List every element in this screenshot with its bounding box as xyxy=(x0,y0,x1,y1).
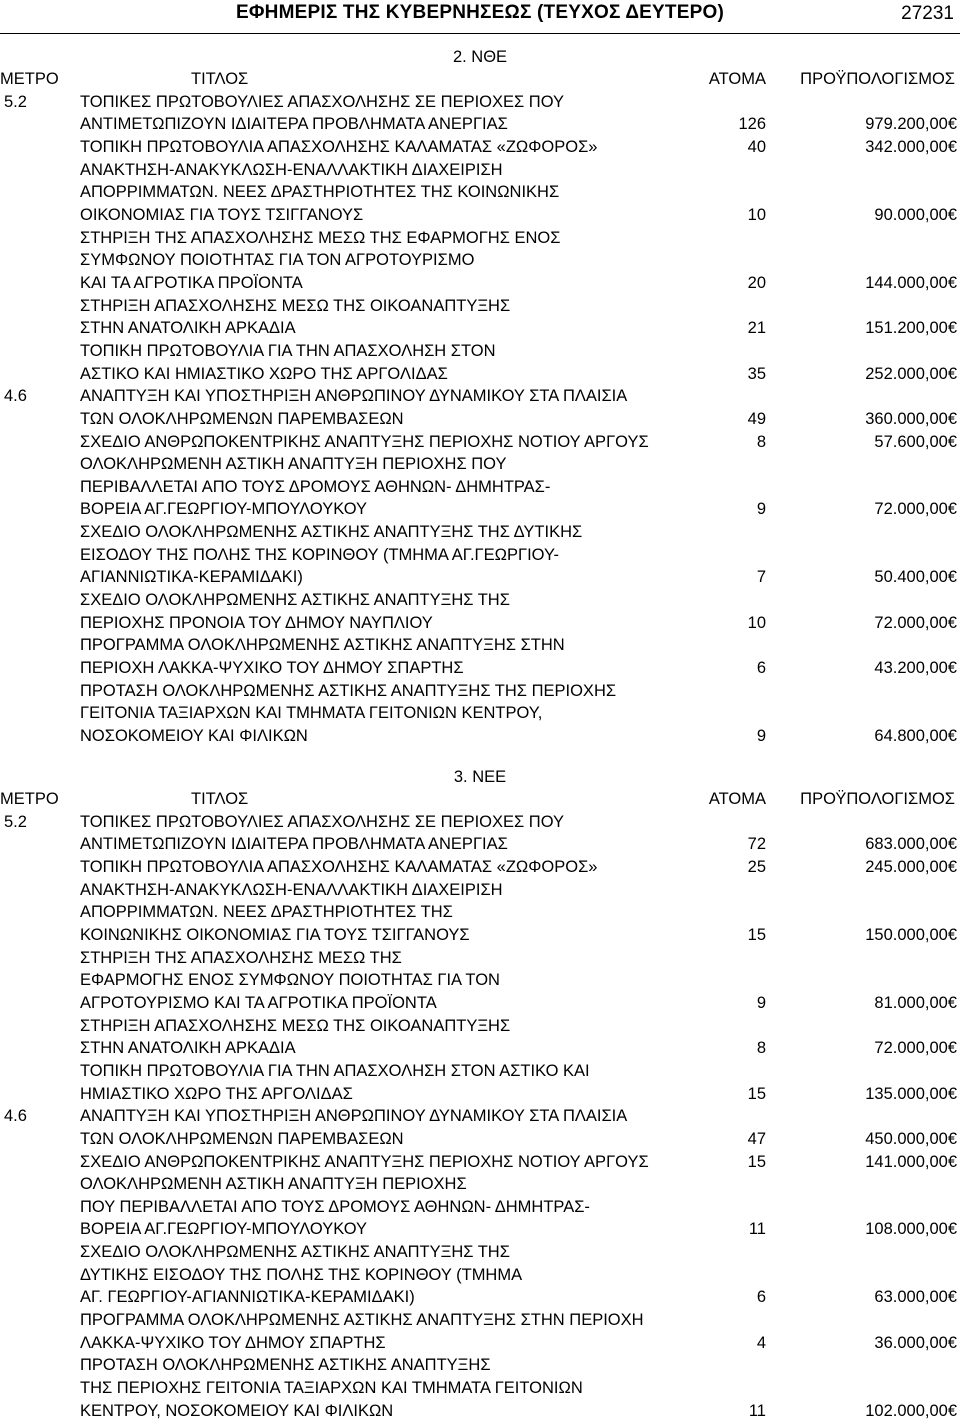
table-row xyxy=(0,702,960,725)
table-row xyxy=(0,408,960,431)
project-title: ΤΩΝ ΟΛΟΚΛΗΡΩΜΕΝΩΝ ΠΑΡΕΜΒΑΣΕΩΝ xyxy=(80,1129,404,1148)
budget-amount: 72.000,00€ xyxy=(874,1039,957,1058)
table-row xyxy=(0,833,960,856)
table-row xyxy=(0,657,960,680)
project-title: ΑΓ. ΓΕΩΡΓΙΟΥ-ΑΓΙΑΝΝΙΩΤΙΚΑ-ΚΕΡΑΜΙΔΑΚΙ) xyxy=(80,1288,415,1307)
budget-amount: 151.200,00€ xyxy=(865,319,957,338)
people-count: 9 xyxy=(756,500,766,519)
project-title: ΑΠΟΡΡΙΜΜΑΤΩΝ. ΝΕΕΣ ΔΡΑΣΤΗΡΙΟΤΗΤΕΣ ΤΗΣ ΚΟΙΝΩΝΙΚΗΣ xyxy=(80,183,560,202)
table-row xyxy=(0,1264,960,1287)
column-header-people: ΑΤΟΜΑ xyxy=(708,70,766,88)
table-row xyxy=(0,1377,960,1400)
project-title: ΑΝΑΚΤΗΣΗ-ΑΝΑΚΥΚΛΩΣΗ-ΕΝΑΛΛΑΚΤΙΚΗ ΔΙΑΧΕΙΡΙΣΗ xyxy=(80,160,503,179)
table-row xyxy=(0,181,960,204)
table-row xyxy=(0,340,960,363)
project-title: ΤΟΠΙΚΕΣ ΠΡΩΤΟΒΟΥΛΙΕΣ ΑΠΑΣΧΟΛΗΣΗΣ ΣΕ ΠΕΡΙΟΧΕΣ ΠΟΥ xyxy=(80,812,565,831)
people-count: 9 xyxy=(756,727,766,746)
people-count: 15 xyxy=(747,1084,766,1103)
budget-amount: 683.000,00€ xyxy=(865,835,957,854)
column-header-budget: ΠΡΟΫΠΟΛΟΓΙΣΜΟΣ xyxy=(800,790,955,808)
people-count: 11 xyxy=(748,1401,766,1420)
project-title: ΛΑΚΚΑ-ΨΥΧΙΚΟ ΤΟΥ ΔΗΜΟΥ ΣΠΑΡΤΗΣ xyxy=(80,1333,386,1352)
project-title: ΤΟΠΙΚΗ ΠΡΩΤΟΒΟΥΛΙΑ ΑΠΑΣΧΟΛΗΣΗΣ ΚΑΛΑΜΑΤΑΣ «ΖΩΦΟΡΟΣ» xyxy=(80,857,598,876)
column-header-title: ΤΙΤΛΟΣ xyxy=(191,70,249,88)
project-title: ΠΕΡΙΟΧΗΣ ΠΡΟΝΟΙΑ ΤΟΥ ΔΗΜΟΥ ΝΑΥΠΛΙΟΥ xyxy=(80,613,433,632)
column-header-people: ΑΤΟΜΑ xyxy=(708,790,766,808)
table-row xyxy=(0,385,960,408)
budget-amount: 90.000,00€ xyxy=(874,205,957,224)
project-title: ΕΦΑΡΜΟΓΗΣ ΕΝΟΣ ΣΥΜΦΩΝΟΥ ΠΟΙΟΤΗΤΑΣ ΓΙΑ ΤΟΝ xyxy=(80,971,500,990)
budget-amount: 63.000,00€ xyxy=(874,1288,957,1307)
project-title: ΤΟΠΙΚΗ ΠΡΩΤΟΒΟΥΛΙΑ ΓΙΑ ΤΗΝ ΑΠΑΣΧΟΛΗΣΗ ΣΤΟΝ ΑΣΤΙΚΟ ΚΑΙ xyxy=(80,1061,590,1080)
project-title: ΠΡΟΤΑΣΗ ΟΛΟΚΛΗΡΩΜΕΝΗΣ ΑΣΤΙΚΗΣ ΑΝΑΠΤΥΞΗΣ xyxy=(80,1356,491,1375)
table-row xyxy=(0,634,960,657)
project-title: ΝΟΣΟΚΟΜΕΙΟΥ ΚΑΙ ΦΙΛΙΚΩΝ xyxy=(80,727,308,746)
gazette-title: ΕΦΗΜΕΡΙΣ ΤΗΣ ΚΥΒΕΡΝΗΣΕΩΣ (ΤΕΥΧΟΣ ΔΕΥΤΕΡΟ) xyxy=(236,2,724,23)
budget-amount: 150.000,00€ xyxy=(865,925,957,944)
section-title: 3. ΝΕΕ xyxy=(453,768,507,786)
project-title: ΤΟΠΙΚΗ ΠΡΩΤΟΒΟΥΛΙΑ ΑΠΑΣΧΟΛΗΣΗΣ ΚΑΛΑΜΑΤΑΣ «ΖΩΦΟΡΟΣ» xyxy=(80,137,598,156)
table-header-row xyxy=(0,788,960,811)
people-count: 21 xyxy=(747,319,766,338)
people-count: 8 xyxy=(756,432,766,451)
table-row xyxy=(0,1105,960,1128)
table-row xyxy=(0,113,960,136)
project-title: ΚΕΝΤΡΟΥ, ΝΟΣΟΚΟΜΕΙΟΥ ΚΑΙ ΦΙΛΙΚΩΝ xyxy=(80,1401,394,1420)
project-title: ΤΩΝ ΟΛΟΚΛΗΡΩΜΕΝΩΝ ΠΑΡΕΜΒΑΣΕΩΝ xyxy=(80,409,404,428)
people-count: 7 xyxy=(756,568,766,587)
table-row xyxy=(0,1196,960,1219)
table-row xyxy=(0,476,960,499)
budget-amount: 252.000,00€ xyxy=(865,364,957,383)
project-title: ΟΛΟΚΛΗΡΩΜΕΝΗ ΑΣΤΙΚΗ ΑΝΑΠΤΥΞΗ ΠΕΡΙΟΧΗΣ xyxy=(80,1175,467,1194)
table-row xyxy=(0,969,960,992)
project-title: ΚΟΙΝΩΝΙΚΗΣ ΟΙΚΟΝΟΜΙΑΣ ΓΙΑ ΤΟΥΣ ΤΣΙΓΓΑΝΟΥΣ xyxy=(80,925,470,944)
project-title: ΒΟΡΕΙΑ ΑΓ.ΓΕΩΡΓΙΟΥ-ΜΠΟΥΛΟΥΚΟΥ xyxy=(80,1220,368,1239)
people-count: 47 xyxy=(747,1129,766,1148)
table-row xyxy=(0,1015,960,1038)
project-title: ΠΡΟΓΡΑΜΜΑ ΟΛΟΚΛΗΡΩΜΕΝΗΣ ΑΣΤΙΚΗΣ ΑΝΑΠΤΥΞΗΣ ΣΤΗΝ ΠΕΡΙΟΧΗ xyxy=(80,1311,644,1330)
people-count: 25 xyxy=(747,857,766,876)
budget-amount: 360.000,00€ xyxy=(865,409,957,428)
project-title: ΚΑΙ ΤΑ ΑΓΡΟΤΙΚΑ ΠΡΟΪΟΝΤΑ xyxy=(80,273,303,292)
project-title: ΠΡΟΓΡΑΜΜΑ ΟΛΟΚΛΗΡΩΜΕΝΗΣ ΑΣΤΙΚΗΣ ΑΝΑΠΤΥΞΗΣ ΣΤΗΝ xyxy=(80,636,565,655)
table-row xyxy=(0,680,960,703)
table-row xyxy=(0,992,960,1015)
people-count: 35 xyxy=(747,364,766,383)
people-count: 11 xyxy=(748,1220,766,1239)
project-title: ΗΜΙΑΣΤΙΚΟ ΧΩΡΟ ΤΗΣ ΑΡΓΟΛΙΔΑΣ xyxy=(80,1084,353,1103)
project-title: ΑΝΤΙΜΕΤΩΠΙΖΟΥΝ ΙΔΙΑΙΤΕΡΑ ΠΡΟΒΛΗΜΑΤΑ ΑΝΕΡΓΙΑΣ xyxy=(80,115,508,134)
project-title: ΣΧΕΔΙΟ ΟΛΟΚΛΗΡΩΜΕΝΗΣ ΑΣΤΙΚΗΣ ΑΝΑΠΤΥΞΗΣ ΤΗΣ xyxy=(80,591,510,610)
people-count: 20 xyxy=(747,273,766,292)
project-title: ΑΓΡΟΤΟΥΡΙΣΜΟ ΚΑΙ ΤΑ ΑΓΡΟΤΙΚΑ ΠΡΟΪΟΝΤΑ xyxy=(80,993,437,1012)
project-title: ΑΝΑΠΤΥΞΗ ΚΑΙ ΥΠΟΣΤΗΡΙΞΗ ΑΝΘΡΩΠΙΝΟΥ ΔΥΝΑΜΙΚΟΥ ΣΤΑ ΠΛΑΙΣΙΑ xyxy=(80,387,628,406)
column-header-title: ΤΙΤΛΟΣ xyxy=(191,790,249,808)
project-title: ΤΟΠΙΚΗ ΠΡΩΤΟΒΟΥΛΙΑ ΓΙΑ ΤΗΝ ΑΠΑΣΧΟΛΗΣΗ ΣΤΟΝ xyxy=(80,341,496,360)
column-header-measure: ΜΕΤΡΟ xyxy=(0,70,59,88)
people-count: 6 xyxy=(756,1288,766,1307)
table-row xyxy=(0,227,960,250)
budget-amount: 135.000,00€ xyxy=(865,1084,957,1103)
table-row xyxy=(0,1354,960,1377)
people-count: 8 xyxy=(756,1039,766,1058)
project-title: ΣΧΕΔΙΟ ΟΛΟΚΛΗΡΩΜΕΝΗΣ ΑΣΤΙΚΗΣ ΑΝΑΠΤΥΞΗΣ ΤΗΣ ΔΥΤΙΚΗΣ xyxy=(80,523,583,542)
table-row xyxy=(0,498,960,521)
people-count: 49 xyxy=(747,409,766,428)
table-row xyxy=(0,453,960,476)
project-title: ΣΤΗΡΙΞΗ ΤΗΣ ΑΠΑΣΧΟΛΗΣΗΣ ΜΕΣΩ ΤΗΣ ΕΦΑΡΜΟΓΗΣ ΕΝΟΣ xyxy=(80,228,561,247)
project-title: ΤΗΣ ΠΕΡΙΟΧΗΣ ΓΕΙΤΟΝΙΑ ΤΑΞΙΑΡΧΩΝ ΚΑΙ ΤΜΗΜΑΤΑ ΓΕΙΤΟΝΙΩΝ xyxy=(80,1379,583,1398)
project-title: ΓΕΙΤΟΝΙΑ ΤΑΞΙΑΡΧΩΝ ΚΑΙ ΤΜΗΜΑΤΑ ΓΕΙΤΟΝΙΩΝ ΚΕΝΤΡΟΥ, xyxy=(80,704,543,723)
section-title: 2. ΝΘΕ xyxy=(452,48,508,66)
project-title: ΣΤΗΡΙΞΗ ΑΠΑΣΧΟΛΗΣΗΣ ΜΕΣΩ ΤΗΣ ΟΙΚΟΑΝΑΠΤΥΞΗΣ xyxy=(80,1016,511,1035)
project-title: ΣΧΕΔΙΟ ΑΝΘΡΩΠΟΚΕΝΤΡΙΚΗΣ ΑΝΑΠΤΥΞΗΣ ΠΕΡΙΟΧΗΣ ΝΟΤΙΟΥ ΑΡΓΟΥΣ xyxy=(80,432,649,451)
project-title: ΑΝΑΠΤΥΞΗ ΚΑΙ ΥΠΟΣΤΗΡΙΞΗ ΑΝΘΡΩΠΙΝΟΥ ΔΥΝΑΜΙΚΟΥ ΣΤΑ ΠΛΑΙΣΙΑ xyxy=(80,1107,628,1126)
project-title: ΑΝΑΚΤΗΣΗ-ΑΝΑΚΥΚΛΩΣΗ-ΕΝΑΛΛΑΚΤΙΚΗ ΔΙΑΧΕΙΡΙΣΗ xyxy=(80,880,503,899)
table-row xyxy=(0,363,960,386)
table-row xyxy=(0,159,960,182)
table-row xyxy=(0,924,960,947)
table-row xyxy=(0,295,960,318)
table-row xyxy=(0,1309,960,1332)
table-row xyxy=(0,1218,960,1241)
budget-amount: 50.400,00€ xyxy=(874,568,957,587)
project-title: ΠΕΡΙΒΑΛΛΕΤΑΙ ΑΠΟ ΤΟΥΣ ΔΡΟΜΟΥΣ ΑΘΗΝΩΝ- ΔΗΜΗΤΡΑΣ- xyxy=(80,477,551,496)
budget-amount: 450.000,00€ xyxy=(865,1129,957,1148)
project-title: ΟΛΟΚΛΗΡΩΜΕΝΗ ΑΣΤΙΚΗ ΑΝΑΠΤΥΞΗ ΠΕΡΙΟΧΗΣ ΠΟΥ xyxy=(80,455,507,474)
project-title: ΟΙΚΟΝΟΜΙΑΣ ΓΙΑ ΤΟΥΣ ΤΣΙΓΓΑΝΟΥΣ xyxy=(80,205,364,224)
project-title: ΠΟΥ ΠΕΡΙΒΑΛΛΕΤΑΙ ΑΠΟ ΤΟΥΣ ΔΡΟΜΟΥΣ ΑΘΗΝΩΝ- ΔΗΜΗΤΡΑΣ- xyxy=(80,1197,590,1216)
people-count: 10 xyxy=(747,205,766,224)
budget-amount: 72.000,00€ xyxy=(874,500,957,519)
table-row xyxy=(0,1400,960,1423)
table-row xyxy=(0,91,960,114)
project-title: ΔΥΤΙΚΗΣ ΕΙΣΟΔΟΥ ΤΗΣ ΠΟΛΗΣ ΤΗΣ ΚΟΡΙΝΘΟΥ (ΤΜΗΜΑ xyxy=(80,1265,523,1284)
section-nthe xyxy=(0,46,960,748)
project-title: ΠΕΡΙΟΧΗ ΛΑΚΚΑ-ΨΥΧΙΚΟ ΤΟΥ ΔΗΜΟΥ ΣΠΑΡΤΗΣ xyxy=(80,659,464,678)
table-row xyxy=(0,1083,960,1106)
project-title: ΑΝΤΙΜΕΤΩΠΙΖΟΥΝ ΙΔΙΑΙΤΕΡΑ ΠΡΟΒΛΗΜΑΤΑ ΑΝΕΡΓΙΑΣ xyxy=(80,835,508,854)
table-row xyxy=(0,856,960,879)
people-count: 40 xyxy=(747,137,766,156)
budget-amount: 43.200,00€ xyxy=(874,659,957,678)
measure-code: 4.6 xyxy=(4,1107,27,1126)
table-row xyxy=(0,901,960,924)
table-row xyxy=(0,1332,960,1355)
table-row xyxy=(0,947,960,970)
people-count: 15 xyxy=(747,1152,766,1171)
table-row xyxy=(0,317,960,340)
budget-amount: 141.000,00€ xyxy=(865,1152,957,1171)
table-row xyxy=(0,566,960,589)
table-row xyxy=(0,521,960,544)
table-row xyxy=(0,811,960,834)
project-title: ΣΤΗΝ ΑΝΑΤΟΛΙΚΗ ΑΡΚΑΔΙΑ xyxy=(80,319,296,338)
table-row xyxy=(0,589,960,612)
budget-amount: 81.000,00€ xyxy=(874,993,957,1012)
project-title: ΣΤΗΡΙΞΗ ΤΗΣ ΑΠΑΣΧΟΛΗΣΗΣ ΜΕΣΩ ΤΗΣ xyxy=(80,948,402,967)
budget-amount: 57.600,00€ xyxy=(874,432,957,451)
budget-amount: 342.000,00€ xyxy=(865,137,957,156)
table-row xyxy=(0,1173,960,1196)
table-row xyxy=(0,612,960,635)
table-row xyxy=(0,136,960,159)
measure-code: 5.2 xyxy=(4,92,27,111)
table-row xyxy=(0,879,960,902)
project-title: ΑΓΙΑΝΝΙΩΤΙΚΑ-ΚΕΡΑΜΙΔΑΚΙ) xyxy=(80,568,303,587)
project-title: ΣΥΜΦΩΝΟΥ ΠΟΙΟΤΗΤΑΣ ΓΙΑ ΤΟΝ ΑΓΡΟΤΟΥΡΙΣΜΟ xyxy=(80,251,475,270)
budget-amount: 245.000,00€ xyxy=(865,857,957,876)
people-count: 15 xyxy=(747,925,766,944)
budget-amount: 144.000,00€ xyxy=(865,273,957,292)
project-title: ΕΙΣΟΔΟΥ ΤΗΣ ΠΟΛΗΣ ΤΗΣ ΚΟΡΙΝΘΟΥ (ΤΜΗΜΑ ΑΓ.ΓΕΩΡΓΙΟΥ- xyxy=(80,545,559,564)
header-divider xyxy=(0,33,960,34)
table-row xyxy=(0,431,960,454)
measure-code: 4.6 xyxy=(4,387,27,406)
project-title: ΠΡΟΤΑΣΗ ΟΛΟΚΛΗΡΩΜΕΝΗΣ ΑΣΤΙΚΗΣ ΑΝΑΠΤΥΞΗΣ ΤΗΣ ΠΕΡΙΟΧΗΣ xyxy=(80,681,617,700)
table-row xyxy=(0,204,960,227)
people-count: 6 xyxy=(756,659,766,678)
page-number: 27231 xyxy=(901,3,954,24)
table-row xyxy=(0,1060,960,1083)
people-count: 9 xyxy=(756,993,766,1012)
people-count: 4 xyxy=(756,1333,766,1352)
budget-amount: 102.000,00€ xyxy=(865,1401,957,1420)
table-row xyxy=(0,1241,960,1264)
table-row xyxy=(0,1151,960,1174)
people-count: 10 xyxy=(747,613,766,632)
table-row xyxy=(0,544,960,567)
table-row xyxy=(0,1037,960,1060)
project-title: ΒΟΡΕΙΑ ΑΓ.ΓΕΩΡΓΙΟΥ-ΜΠΟΥΛΟΥΚΟΥ xyxy=(80,500,368,519)
people-count: 126 xyxy=(738,115,766,134)
project-title: ΤΟΠΙΚΕΣ ΠΡΩΤΟΒΟΥΛΙΕΣ ΑΠΑΣΧΟΛΗΣΗΣ ΣΕ ΠΕΡΙΟΧΕΣ ΠΟΥ xyxy=(80,92,565,111)
table-row xyxy=(0,1286,960,1309)
column-header-measure: ΜΕΤΡΟ xyxy=(0,790,59,808)
page-header xyxy=(0,0,960,34)
section-nee xyxy=(0,766,960,1422)
budget-amount: 36.000,00€ xyxy=(874,1333,957,1352)
budget-amount: 72.000,00€ xyxy=(874,613,957,632)
table-row xyxy=(0,249,960,272)
table-row xyxy=(0,1128,960,1151)
budget-amount: 64.800,00€ xyxy=(874,727,957,746)
table-header-row xyxy=(0,68,960,91)
project-title: ΣΧΕΔΙΟ ΟΛΟΚΛΗΡΩΜΕΝΗΣ ΑΣΤΙΚΗΣ ΑΝΑΠΤΥΞΗΣ ΤΗΣ xyxy=(80,1243,510,1262)
project-title: ΣΤΗΝ ΑΝΑΤΟΛΙΚΗ ΑΡΚΑΔΙΑ xyxy=(80,1039,296,1058)
table-row xyxy=(0,725,960,748)
project-title: ΣΧΕΔΙΟ ΑΝΘΡΩΠΟΚΕΝΤΡΙΚΗΣ ΑΝΑΠΤΥΞΗΣ ΠΕΡΙΟΧΗΣ ΝΟΤΙΟΥ ΑΡΓΟΥΣ xyxy=(80,1152,649,1171)
project-title: ΑΠΟΡΡΙΜΜΑΤΩΝ. ΝΕΕΣ ΔΡΑΣΤΗΡΙΟΤΗΤΕΣ ΤΗΣ xyxy=(80,903,453,922)
budget-amount: 979.200,00€ xyxy=(865,115,957,134)
project-title: ΣΤΗΡΙΞΗ ΑΠΑΣΧΟΛΗΣΗΣ ΜΕΣΩ ΤΗΣ ΟΙΚΟΑΝΑΠΤΥΞΗΣ xyxy=(80,296,511,315)
budget-amount: 108.000,00€ xyxy=(865,1220,957,1239)
measure-code: 5.2 xyxy=(4,812,27,831)
project-title: ΑΣΤΙΚΟ ΚΑΙ ΗΜΙΑΣΤΙΚΟ ΧΩΡΟ ΤΗΣ ΑΡΓΟΛΙΔΑΣ xyxy=(80,364,448,383)
people-count: 72 xyxy=(747,835,766,854)
table-row xyxy=(0,272,960,295)
column-header-budget: ΠΡΟΫΠΟΛΟΓΙΣΜΟΣ xyxy=(800,70,955,88)
